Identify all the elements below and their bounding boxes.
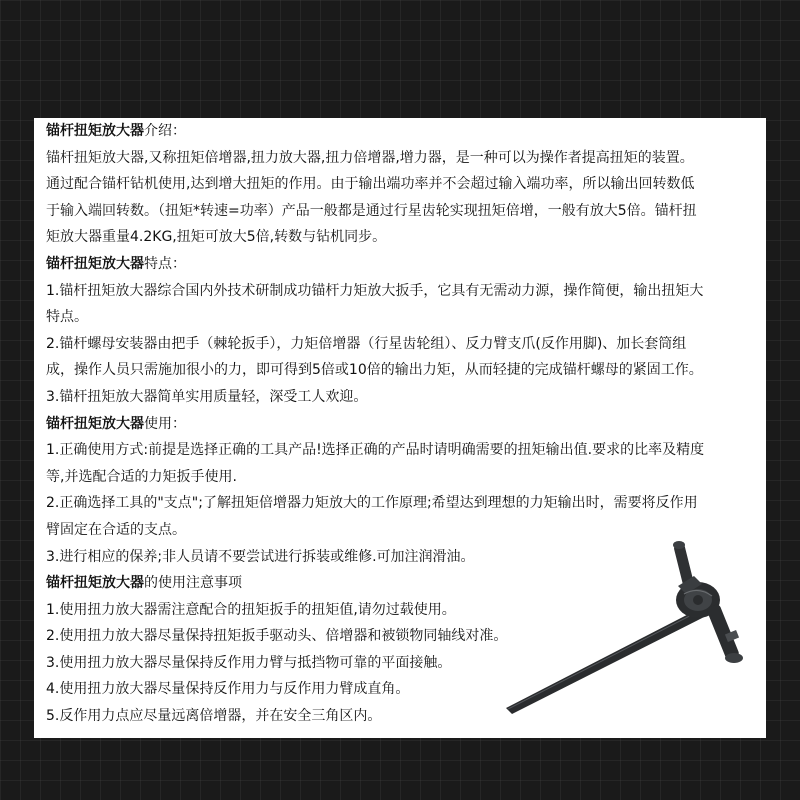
text-line: 等,并选配合适的力矩扳手使用. <box>46 468 237 485</box>
text-line: 4.使用扭力放大器尽量保持反作用力与反作用力臂成直角。 <box>46 681 410 698</box>
section-title-rest: 特点： <box>144 255 186 272</box>
section-title-bold: 锚杆扭矩放大器 <box>46 415 144 432</box>
text-line: 锚杆扭矩放大器,又称扭矩倍增器,扭力放大器,扭力倍增器,增力器，是一种可以为操作者提高扭矩的装置。 <box>46 149 694 166</box>
text-line: 3.进行相应的保养;非人员请不要尝试进行拆装或维修.可加注润滑油。 <box>46 548 475 565</box>
section-title-rest: 的使用注意事项 <box>144 575 242 592</box>
section-title-rest: 使用： <box>144 415 186 432</box>
text-line: 3.锚杆扭矩放大器简单实用质量轻，深受工人欢迎。 <box>46 388 368 405</box>
section-title-bold: 锚杆扭矩放大器 <box>46 575 144 592</box>
text-line: 1.使用扭力放大器需注意配合的扭矩扳手的扭矩值,请勿过载使用。 <box>46 601 456 618</box>
section-title-bold: 锚杆扭矩放大器 <box>46 255 144 272</box>
section-title-usage <box>46 411 758 438</box>
text-line: 2.使用扭力放大器尽量保持扭矩扳手驱动头、倍增器和被锁物同轴线对准。 <box>46 628 508 645</box>
section-title-features <box>46 251 758 278</box>
text-line: 1.锚杆扭矩放大器综合国内外技术研制成功锚杆力矩放大扳手，它具有无需动力源，操作简便，输出扭矩大 <box>46 282 704 299</box>
torque-multiplier-tool-icon <box>498 536 766 736</box>
text-line: 5.反作用力点应尽量远离倍增器，并在安全三角区内。 <box>46 708 382 725</box>
text-line: 于输入端回转数。（扭矩*转速=功率）产品一般都是通过行星齿轮实现扭矩倍增，一般有放大5倍。锚杆扭 <box>46 202 697 219</box>
text-line: 2.锚杆螺母安装器由把手（棘轮扳手），力矩倍增器（行星齿轮组）、反力臂支爪(反作用脚)、加长套筒组 <box>46 335 687 352</box>
document-panel <box>34 118 766 738</box>
text-line: 成，操作人员只需施加很小的力，即可得到5倍或10倍的输出力矩，从而轻捷的完成锚杆螺母的紧固工作。 <box>46 362 703 379</box>
text-line: 特点。 <box>46 309 88 326</box>
text-line: 3.使用扭力放大器尽量保持反作用力臂与抵挡物可靠的平面接触。 <box>46 654 452 671</box>
text-line: 1.正确使用方式:前提是选择正确的工具产品!选择正确的产品时请明确需要的扭矩输出值.要求的比率及精度 <box>46 442 705 459</box>
text-line: 通过配合锚杆钻机使用,达到增大扭矩的作用。由于输出端功率并不会超过输入端功率，所以输出回转数低 <box>46 176 695 193</box>
text-line: 矩放大器重量4.2KG,扭矩可放大5倍,转数与钻机同步。 <box>46 229 387 246</box>
section-title-bold: 锚杆扭矩放大器 <box>46 123 144 139</box>
section-title-intro <box>46 118 758 145</box>
section-title-rest: 介绍： <box>144 123 186 139</box>
text-line: 臂固定在合适的支点。 <box>46 521 186 538</box>
text-line: 2.正确选择工具的"支点";了解扭矩倍增器力矩放大的工作原理;希望达到理想的力矩输出时，需要将反作用 <box>46 495 698 512</box>
